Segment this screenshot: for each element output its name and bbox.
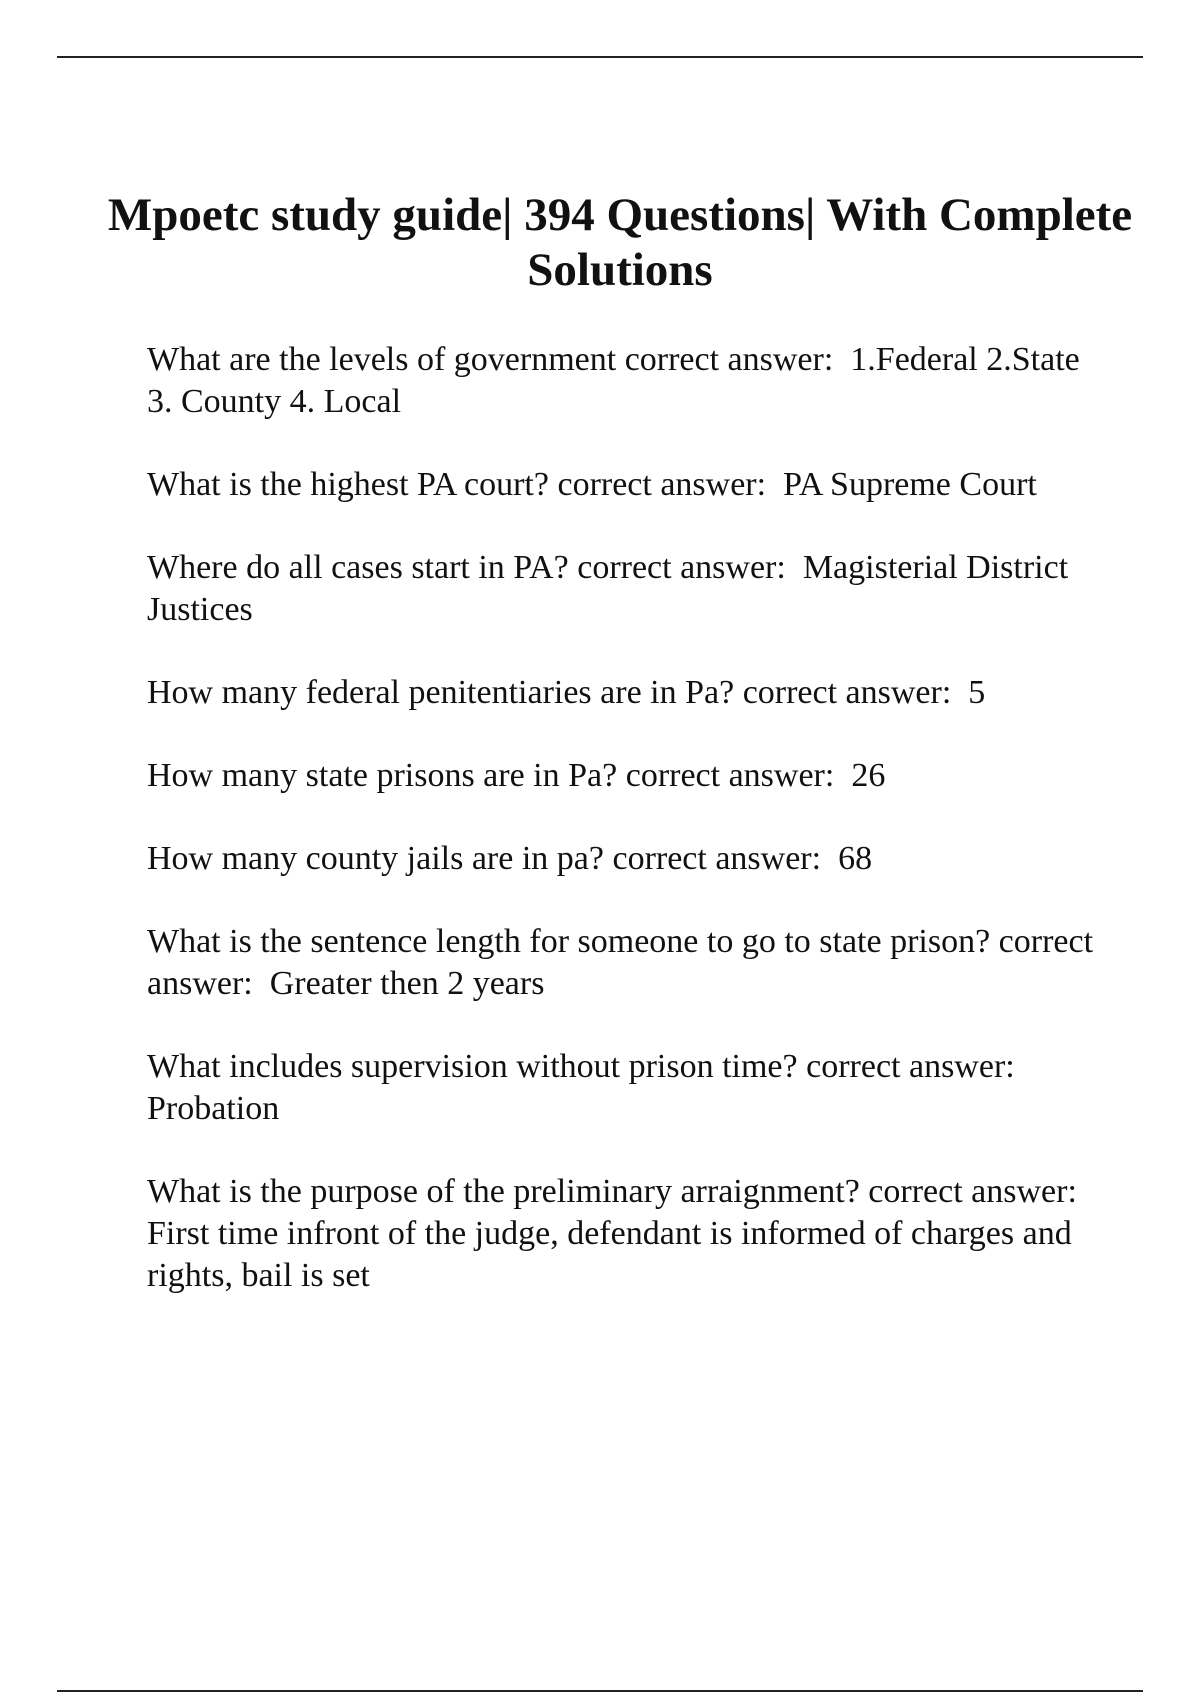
bottom-rule <box>57 1690 1143 1692</box>
qa-item-levels-of-government: What are the levels of government correct answer: 1.Federal 2.State 3. County 4. Local <box>147 341 1089 420</box>
qa-item-county-jails: How many county jails are in pa? correct answer: 68 <box>147 840 873 877</box>
document-title: Mpoetc study guide| 394 Questions| With Complete Solutions <box>107 189 1133 296</box>
qa-item-state-prisons: How many state prisons are in Pa? correct answer: 26 <box>147 757 886 794</box>
top-rule <box>57 56 1143 58</box>
qa-item-probation: What includes supervision without prison time? correct answer: Probation <box>147 1048 1024 1127</box>
qa-list <box>147 339 1102 1338</box>
qa-item-federal-penitentiaries: How many federal penitentiaries are in Pa? correct answer: 5 <box>147 674 986 711</box>
qa-item-highest-court: What is the highest PA court? correct answer: PA Supreme Court <box>147 466 1037 503</box>
qa-item-preliminary-arraignment: What is the purpose of the preliminary arraignment? correct answer: First time infront of the judge, defendant is informed of charges and rights, bail is set <box>147 1173 1094 1294</box>
qa-item-cases-start: Where do all cases start in PA? correct answer: Magisterial District Justices <box>147 549 1077 628</box>
qa-item-sentence-length: What is the sentence length for someone to go to state prison? correct answer: Greater then 2 years <box>147 923 1102 1002</box>
